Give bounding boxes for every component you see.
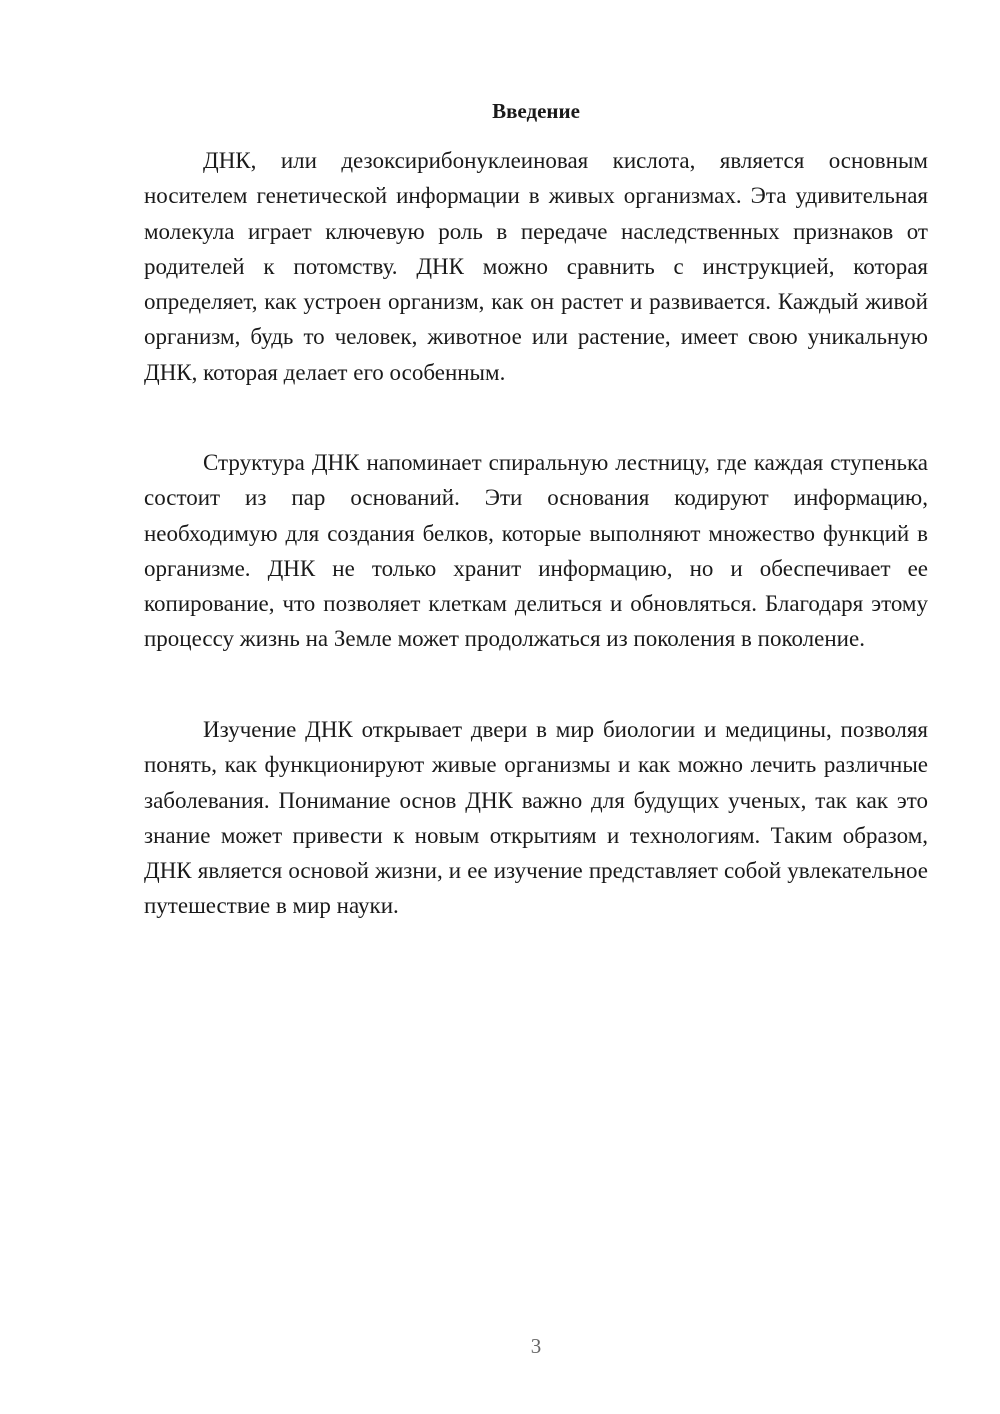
paragraph-1: ДНК, или дезоксирибонуклеиновая кислота, является основным носителем генетической информации в живых организмах. Эта удивительная молекула играет ключевую роль в передаче наследственных признаков от родителей к потомству. ДНК можно сравнить с инструкцией, которая определяет, как устроен организм, как он растет и развивается. Каждый живой организм, будь то человек, животное или растение, имеет свою уникальную ДНК, которая делает его особенным. [144,148,928,385]
paragraph-3: Изучение ДНК открывает двери в мир биологии и медицины, позволяя понять, как функционируют живые организмы и как можно лечить различные заболевания. Понимание основ ДНК важно для будущих ученых, так как это знание может привести к новым открытиям и технологиям. Таким образом, ДНК является основой жизни, и ее изучение представляет собой увлекательное путешествие в мир науки. [144,717,928,919]
page-number: 3 [530,1334,542,1358]
section-heading: Введение [492,99,580,123]
paragraph-2: Структура ДНК напоминает спиральную лестницу, где каждая ступенька состоит из пар оснований. Эти основания кодируют информацию, необходимую для создания белков, которые выполняют множество функций в организме. ДНК не только хранит информацию, но и обеспечивает ее копирование, что позволяет клеткам делиться и обновляться. Благодаря этому процессу жизнь на Земле может продолжаться из поколения в поколение. [144,450,928,652]
